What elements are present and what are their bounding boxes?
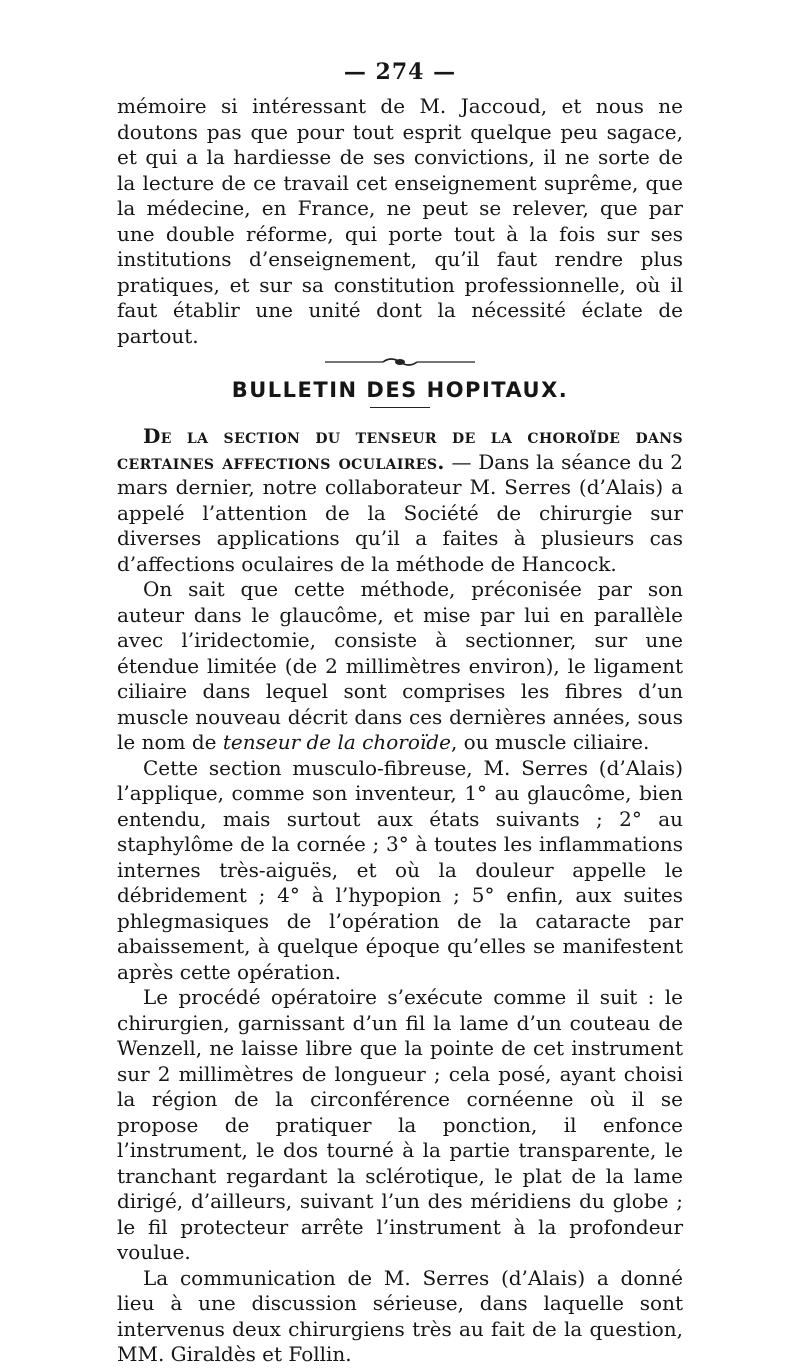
page-number: — 274 — <box>343 59 457 85</box>
section-title: BULLETIN DES HOPITAUX. <box>231 378 569 402</box>
article-paragraph-2 <box>117 577 683 756</box>
para2-italic-term: tenseur de la choroïde <box>222 730 451 754</box>
article-paragraph-3: Cette section musculo-fibreuse, M. Serres (d’Alais) l’applique, comme son inventeur, 1° au glaucôme, bien entendu, mais surtout aux états suivants ; 2° au staphylôme de la cornée ; 3° à toutes les inflammations internes très-aiguës, et où la douleur appelle le débridement ; 4° à l’hypopion ; 5° enfin, aux suites phlegmasiques de l’opération de la cataracte par abaissement, à quelque époque qu’elles se manifestent après cette opération. <box>117 755 683 984</box>
article-paragraph-4: Le procédé opératoire s’exécute comme il suit : le chirurgien, garnissant d’un fil la lame d’un couteau de Wenzell, ne laisse libre que la pointe de cet instrument sur 2 millimètres de longueur ; cela posé, ayant choisi la région de la circonférence cornéenne où il se propose de pratiquer la ponction, il enfonce l’instrument, le dos tourné à la partie transparente, le tranchant regardant la sclérotique, le plat de la lame dirigé, d’ailleurs, suivant l’un des méridiens du globe ; le fil protecteur arrête l’instrument à la profondeur voulue. <box>117 985 683 1264</box>
article-heading: De la section du tenseur de la choroïde dans certaines affections oculaires. <box>117 424 683 474</box>
article-paragraph-5: La communication de M. Serres (d’Alais) a donné lieu à une discussion sérieuse, dans laquelle sont intervenus deux chirurgiens très au fait de la question, MM. Giraldès et Follin. <box>117 1265 683 1366</box>
document-page <box>117 56 683 1368</box>
article-paragraph-1 <box>117 424 683 577</box>
article-heading-tail: — Dans la séance du 2 mars dernier, notre collaborateur M. Serres (d’Alais) a appelé l’attention de la Société de chirurgie sur diverses applications qu’il a faites à plusieurs cas d’affections oculaires de la méthode de Hancock. <box>117 449 683 576</box>
para2-text-a: On sait que cette méthode, préconisée par son auteur dans le glaucôme, et mise par lui en parallèle avec l’iridectomie, consiste à sectionner, sur une étendue limitée (de 2 millimètres environ), le ligament ciliaire dans lequel sont comprises les fibres d’un muscle nouveau décrit dans ces dernières années, sous le nom de <box>117 577 683 754</box>
title-rule <box>370 407 430 408</box>
para2-text-b: , ou muscle ciliaire. <box>450 730 650 754</box>
ornamental-divider-icon <box>325 355 475 369</box>
intro-paragraph: mémoire si intéressant de M. Jaccoud, et nous ne doutons pas que pour tout esprit quelque peu sagace, et qui a la hardiesse de ses convictions, il ne sorte de la lecture de ce travail cet enseignement suprême, que la médecine, en France, ne peut se relever, que par une double réforme, qui porte tout à la fois sur ses institutions d’enseignement, qu’il faut rendre plus pratiques, et sur sa constitution professionnelle, où il faut établir une unité dont la nécessité éclate de partout. <box>117 94 683 348</box>
